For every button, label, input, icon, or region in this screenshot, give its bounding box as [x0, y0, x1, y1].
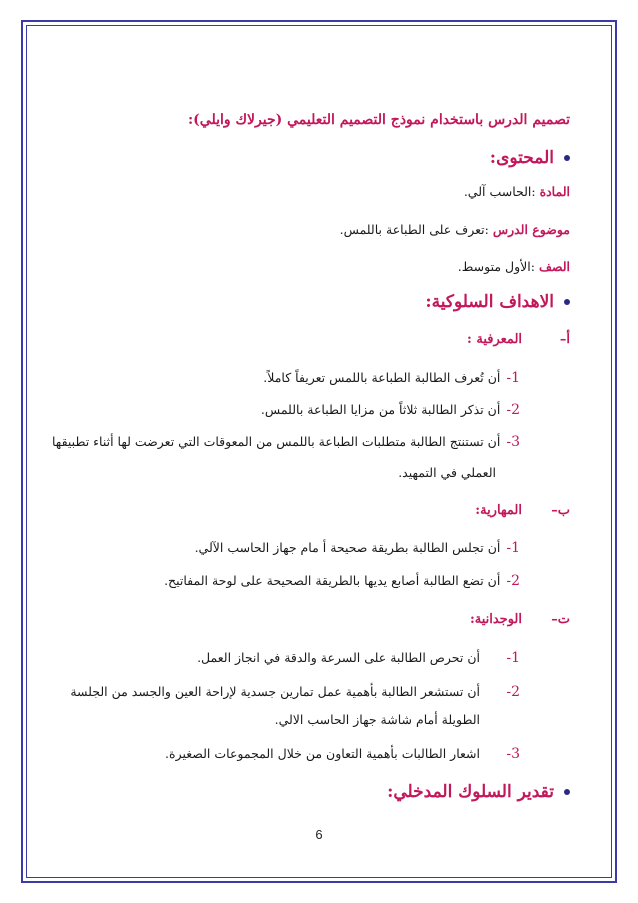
page-number: 6	[315, 827, 323, 842]
list-item: 2-أن تستشعر الطالبة بأهمية عمل تمارين جسدية لإراحة العين والجسد من الجلسة	[70, 684, 520, 700]
topic-value: :تعرف على الطباعة باللمس.	[339, 222, 489, 237]
topic-line	[60, 222, 570, 237]
skill-label: المهارية:	[475, 503, 523, 518]
bullet-icon	[564, 155, 570, 161]
document-body	[52, 0, 570, 903]
skill-subheading	[60, 502, 570, 518]
subject-value: :الحاسب آلي.	[463, 184, 536, 199]
list-item: 2-أن تذكر الطالبة ثلاثاً من مزايا الطباعة باللمس.	[260, 402, 520, 418]
list-item: 2-أن تضع الطالبة أصابع يديها بالطريقة الصحيحة على لوحة المفاتيح.	[164, 573, 520, 589]
list-item-continuation: العملي في التمهيد.	[398, 465, 496, 480]
content-heading: المحتوى:	[60, 148, 570, 168]
cognitive-letter: أ–	[559, 332, 570, 347]
subject-line	[60, 184, 570, 199]
list-item: 3-أن تستنتج الطالبة متطلبات الطباعة باللمس من المعوقات التي تعرضت لها أثناء تطبيقها	[52, 434, 520, 450]
list-item: 1-أن تجلس الطالبة بطريقة صحيحة أ مام جهاز الحاسب الآلي.	[194, 540, 520, 556]
subject-label: المادة	[539, 184, 570, 199]
affective-subheading	[60, 611, 570, 627]
affective-label: الوجدانية:	[469, 612, 523, 627]
list-item: 1-أن تحرص الطالبة على السرعة والدقة في انجاز العمل.	[197, 650, 520, 666]
cognitive-label: المعرفية :	[467, 332, 523, 347]
bullet-icon	[564, 299, 570, 305]
objectives-heading: الاهداف السلوكية:	[60, 292, 570, 312]
affective-letter: ت–	[551, 612, 570, 627]
bullet-icon	[564, 789, 570, 795]
grade-value: :الأول متوسط.	[457, 259, 535, 274]
skill-letter: ب–	[551, 503, 570, 518]
list-item: 1-أن تُعرف الطالبة الطباعة باللمس تعريفاً كاملاً.	[263, 370, 520, 386]
topic-label: موضوع الدرس	[492, 222, 570, 237]
entry-behavior-heading: تقدير السلوك المدخلي:	[60, 782, 570, 802]
grade-line	[60, 259, 570, 274]
list-item-continuation: الطويلة أمام شاشة جهاز الحاسب الالي.	[274, 712, 480, 727]
list-item: 3-اشعار الطالبات بأهمية التعاون من خلال المجموعات الصغيرة.	[165, 746, 520, 762]
document-title: تصميم الدرس باستخدام نموذج التصميم التعليمي (جيرلاك وايلي):	[187, 112, 570, 128]
cognitive-subheading	[60, 331, 570, 347]
grade-label: الصف	[538, 259, 570, 274]
